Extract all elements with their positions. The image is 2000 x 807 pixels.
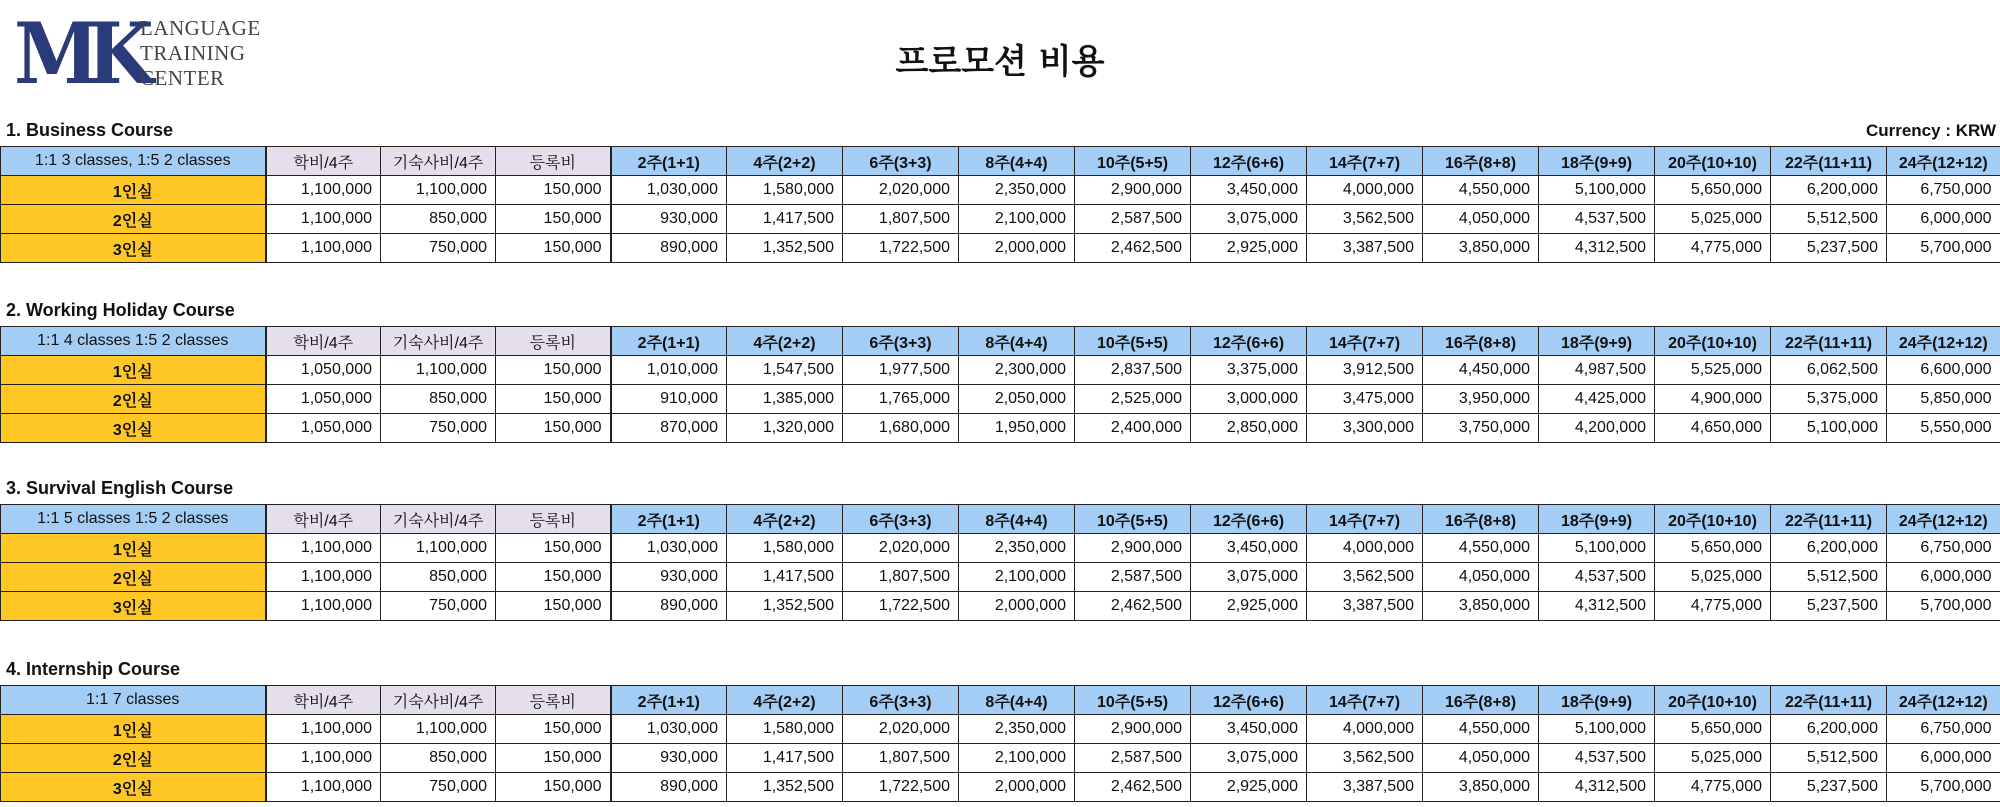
promo-price: 4,000,000 (1307, 176, 1423, 205)
promo-price: 5,650,000 (1655, 715, 1771, 744)
dorm-value: 850,000 (381, 385, 496, 414)
week-header: 12주(6+6) (1191, 147, 1307, 176)
week-header: 8주(4+4) (959, 686, 1075, 715)
registration-value: 150,000 (496, 744, 611, 773)
promo-price: 3,850,000 (1423, 234, 1539, 263)
week-header: 20주(10+10) (1655, 505, 1771, 534)
week-header: 18주(9+9) (1539, 505, 1655, 534)
week-header: 22주(11+11) (1771, 686, 1887, 715)
promo-price: 4,200,000 (1539, 414, 1655, 443)
promo-price: 1,417,500 (727, 205, 843, 234)
room-type: 3인실 (1, 414, 266, 443)
table-row (1, 356, 2000, 385)
promo-price: 4,050,000 (1423, 744, 1539, 773)
week-header: 16주(8+8) (1423, 327, 1539, 356)
week-header: 4주(2+2) (727, 327, 843, 356)
week-header: 2주(1+1) (611, 147, 727, 176)
promo-price: 4,312,500 (1539, 234, 1655, 263)
promo-price: 2,462,500 (1075, 773, 1191, 802)
tuition-value: 1,100,000 (266, 205, 381, 234)
promo-price: 1,580,000 (727, 176, 843, 205)
promo-price: 5,650,000 (1655, 176, 1771, 205)
promo-price: 3,750,000 (1423, 414, 1539, 443)
registration-value: 150,000 (496, 205, 611, 234)
promo-price: 2,050,000 (959, 385, 1075, 414)
promo-price: 5,025,000 (1655, 205, 1771, 234)
room-type: 3인실 (1, 592, 266, 621)
room-type: 2인실 (1, 563, 266, 592)
week-header: 16주(8+8) (1423, 686, 1539, 715)
promo-price: 1,807,500 (843, 744, 959, 773)
dorm-value: 750,000 (381, 234, 496, 263)
promo-price: 4,425,000 (1539, 385, 1655, 414)
promo-price: 1,385,000 (727, 385, 843, 414)
section-title: 1. Business Course (6, 120, 174, 140)
table-row (1, 563, 2000, 592)
price-table (0, 326, 2000, 443)
promo-price: 4,000,000 (1307, 534, 1423, 563)
tuition-value: 1,100,000 (266, 563, 381, 592)
promo-price: 890,000 (611, 592, 727, 621)
promo-price: 2,900,000 (1075, 715, 1191, 744)
promo-price: 2,837,500 (1075, 356, 1191, 385)
promo-price: 2,462,500 (1075, 592, 1191, 621)
week-header: 6주(3+3) (843, 327, 959, 356)
tuition-value: 1,050,000 (266, 414, 381, 443)
promo-price: 1,722,500 (843, 773, 959, 802)
week-header: 14주(7+7) (1307, 686, 1423, 715)
table-row (1, 385, 2000, 414)
promo-price: 2,400,000 (1075, 414, 1191, 443)
week-header: 20주(10+10) (1655, 147, 1771, 176)
week-header: 14주(7+7) (1307, 327, 1423, 356)
promo-price: 3,075,000 (1191, 744, 1307, 773)
promo-price: 5,850,000 (1887, 385, 2000, 414)
currency-label: Currency : KRW (1865, 121, 1996, 140)
week-header: 12주(6+6) (1191, 686, 1307, 715)
promo-price: 1,030,000 (611, 715, 727, 744)
promo-price: 890,000 (611, 773, 727, 802)
promo-price: 910,000 (611, 385, 727, 414)
promo-price: 1,547,500 (727, 356, 843, 385)
promo-price: 2,587,500 (1075, 563, 1191, 592)
promo-price: 3,300,000 (1307, 414, 1423, 443)
promo-price: 4,537,500 (1539, 563, 1655, 592)
fee-header: 등록비 (496, 686, 611, 715)
promo-price: 2,925,000 (1191, 234, 1307, 263)
tuition-value: 1,100,000 (266, 715, 381, 744)
tuition-value: 1,100,000 (266, 534, 381, 563)
promo-price: 2,525,000 (1075, 385, 1191, 414)
promo-price: 2,350,000 (959, 534, 1075, 563)
promo-price: 1,030,000 (611, 176, 727, 205)
promo-price: 930,000 (611, 744, 727, 773)
tuition-value: 1,100,000 (266, 234, 381, 263)
tuition-value: 1,100,000 (266, 773, 381, 802)
week-header: 18주(9+9) (1539, 686, 1655, 715)
promo-price: 1,030,000 (611, 534, 727, 563)
promo-price: 6,200,000 (1771, 176, 1887, 205)
promo-price: 5,237,500 (1771, 592, 1887, 621)
table-row (1, 715, 2000, 744)
dorm-value: 1,100,000 (381, 356, 496, 385)
week-header: 14주(7+7) (1307, 505, 1423, 534)
dorm-value: 850,000 (381, 744, 496, 773)
week-header: 24주(12+12) (1887, 327, 2000, 356)
promo-price: 5,700,000 (1887, 773, 2000, 802)
logo-line: LANGUAGE (140, 16, 261, 40)
section-title: 4. Internship Course (6, 659, 181, 679)
week-header: 6주(3+3) (843, 505, 959, 534)
week-header: 4주(2+2) (727, 505, 843, 534)
week-header: 10주(5+5) (1075, 686, 1191, 715)
room-type: 1인실 (1, 356, 266, 385)
header-row (1, 327, 2000, 356)
table-row (1, 744, 2000, 773)
promo-price: 2,100,000 (959, 205, 1075, 234)
week-header: 18주(9+9) (1539, 147, 1655, 176)
promo-price: 4,050,000 (1423, 205, 1539, 234)
promo-price: 3,850,000 (1423, 592, 1539, 621)
week-header: 24주(12+12) (1887, 686, 2000, 715)
promo-price: 5,550,000 (1887, 414, 2000, 443)
tuition-value: 1,100,000 (266, 592, 381, 621)
week-header: 2주(1+1) (611, 327, 727, 356)
promo-price: 6,200,000 (1771, 715, 1887, 744)
promo-price: 4,775,000 (1655, 773, 1771, 802)
registration-value: 150,000 (496, 592, 611, 621)
table-row (1, 773, 2000, 802)
fee-header: 기숙사비/4주 (381, 147, 496, 176)
dorm-value: 1,100,000 (381, 176, 496, 205)
promo-price: 5,025,000 (1655, 563, 1771, 592)
week-header: 16주(8+8) (1423, 147, 1539, 176)
dorm-value: 750,000 (381, 414, 496, 443)
fee-header: 학비/4주 (266, 327, 381, 356)
week-header: 10주(5+5) (1075, 327, 1191, 356)
promo-price: 2,100,000 (959, 744, 1075, 773)
class-schedule-label: 1:1 3 classes, 1:5 2 classes (1, 147, 266, 176)
fee-header: 등록비 (496, 147, 611, 176)
promo-price: 3,375,000 (1191, 356, 1307, 385)
promo-price: 5,100,000 (1771, 414, 1887, 443)
dorm-value: 850,000 (381, 563, 496, 592)
tuition-value: 1,050,000 (266, 356, 381, 385)
promo-price: 3,450,000 (1191, 176, 1307, 205)
fee-header: 기숙사비/4주 (381, 505, 496, 534)
promo-price: 6,062,500 (1771, 356, 1887, 385)
registration-value: 150,000 (496, 414, 611, 443)
promo-price: 2,000,000 (959, 773, 1075, 802)
week-header: 16주(8+8) (1423, 505, 1539, 534)
week-header: 4주(2+2) (727, 147, 843, 176)
promo-price: 2,000,000 (959, 592, 1075, 621)
promo-price: 4,537,500 (1539, 205, 1655, 234)
room-type: 3인실 (1, 234, 266, 263)
room-type: 3인실 (1, 773, 266, 802)
week-header: 22주(11+11) (1771, 147, 1887, 176)
promo-price: 1,320,000 (727, 414, 843, 443)
promo-price: 6,750,000 (1887, 534, 2000, 563)
room-type: 2인실 (1, 385, 266, 414)
promo-price: 4,050,000 (1423, 563, 1539, 592)
promo-price: 6,000,000 (1887, 744, 2000, 773)
header-row (1, 505, 2000, 534)
promo-price: 3,450,000 (1191, 534, 1307, 563)
dorm-value: 1,100,000 (381, 715, 496, 744)
fee-header: 등록비 (496, 505, 611, 534)
promo-price: 2,925,000 (1191, 773, 1307, 802)
promo-price: 3,075,000 (1191, 563, 1307, 592)
week-header: 2주(1+1) (611, 505, 727, 534)
promo-price: 3,475,000 (1307, 385, 1423, 414)
promo-price: 930,000 (611, 563, 727, 592)
promo-price: 4,775,000 (1655, 234, 1771, 263)
promo-price: 5,512,500 (1771, 205, 1887, 234)
promo-price: 2,900,000 (1075, 176, 1191, 205)
promo-price: 4,987,500 (1539, 356, 1655, 385)
week-header: 22주(11+11) (1771, 327, 1887, 356)
promo-price: 3,562,500 (1307, 563, 1423, 592)
promo-price: 2,100,000 (959, 563, 1075, 592)
promo-price: 4,900,000 (1655, 385, 1771, 414)
promo-price: 5,237,500 (1771, 234, 1887, 263)
table-row (1, 414, 2000, 443)
promo-price: 5,525,000 (1655, 356, 1771, 385)
logo-mark: MK (14, 4, 141, 103)
week-header: 8주(4+4) (959, 327, 1075, 356)
promo-price: 6,000,000 (1887, 205, 2000, 234)
promo-price: 1,807,500 (843, 205, 959, 234)
promo-price: 5,650,000 (1655, 534, 1771, 563)
promo-price: 2,020,000 (843, 176, 959, 205)
registration-value: 150,000 (496, 234, 611, 263)
promo-price: 1,352,500 (727, 234, 843, 263)
logo-line: TRAINING (140, 41, 246, 65)
promo-price: 2,020,000 (843, 534, 959, 563)
week-header: 12주(6+6) (1191, 327, 1307, 356)
week-header: 2주(1+1) (611, 686, 727, 715)
header-row (1, 147, 2000, 176)
week-header: 12주(6+6) (1191, 505, 1307, 534)
promo-price: 3,000,000 (1191, 385, 1307, 414)
promo-price: 5,512,500 (1771, 563, 1887, 592)
registration-value: 150,000 (496, 563, 611, 592)
promo-price: 3,075,000 (1191, 205, 1307, 234)
promo-price: 870,000 (611, 414, 727, 443)
promo-price: 2,300,000 (959, 356, 1075, 385)
week-header: 22주(11+11) (1771, 505, 1887, 534)
week-header: 6주(3+3) (843, 147, 959, 176)
page-title: 프로모션 비용 (895, 42, 1105, 82)
dorm-value: 1,100,000 (381, 534, 496, 563)
week-header: 14주(7+7) (1307, 147, 1423, 176)
promo-price: 1,722,500 (843, 234, 959, 263)
promo-price: 5,700,000 (1887, 592, 2000, 621)
header-row (1, 686, 2000, 715)
section-title: 3. Survival English Course (6, 478, 234, 498)
fee-header: 등록비 (496, 327, 611, 356)
promo-price: 1,680,000 (843, 414, 959, 443)
promo-price: 890,000 (611, 234, 727, 263)
promo-price: 1,352,500 (727, 592, 843, 621)
promo-price: 1,352,500 (727, 773, 843, 802)
week-header: 8주(4+4) (959, 505, 1075, 534)
promo-price: 5,100,000 (1539, 715, 1655, 744)
room-type: 2인실 (1, 205, 266, 234)
week-header: 20주(10+10) (1655, 327, 1771, 356)
table-row (1, 205, 2000, 234)
registration-value: 150,000 (496, 356, 611, 385)
promo-price: 1,722,500 (843, 592, 959, 621)
promo-price: 1,580,000 (727, 534, 843, 563)
promo-price: 2,350,000 (959, 176, 1075, 205)
tuition-value: 1,100,000 (266, 176, 381, 205)
registration-value: 150,000 (496, 176, 611, 205)
week-header: 8주(4+4) (959, 147, 1075, 176)
dorm-value: 850,000 (381, 205, 496, 234)
promo-price: 5,700,000 (1887, 234, 2000, 263)
promo-price: 5,100,000 (1539, 534, 1655, 563)
registration-value: 150,000 (496, 773, 611, 802)
table-row (1, 234, 2000, 263)
promo-price: 2,850,000 (1191, 414, 1307, 443)
price-table (0, 685, 2000, 802)
promo-price: 4,312,500 (1539, 592, 1655, 621)
dorm-value: 750,000 (381, 773, 496, 802)
room-type: 1인실 (1, 534, 266, 563)
room-type: 1인실 (1, 176, 266, 205)
week-header: 10주(5+5) (1075, 147, 1191, 176)
promo-price: 4,650,000 (1655, 414, 1771, 443)
dorm-value: 750,000 (381, 592, 496, 621)
promo-price: 6,750,000 (1887, 176, 2000, 205)
promo-price: 1,580,000 (727, 715, 843, 744)
promo-price: 1,417,500 (727, 563, 843, 592)
promo-price: 6,200,000 (1771, 534, 1887, 563)
promo-price: 3,950,000 (1423, 385, 1539, 414)
promo-price: 3,387,500 (1307, 234, 1423, 263)
promo-price: 3,850,000 (1423, 773, 1539, 802)
promo-price: 2,462,500 (1075, 234, 1191, 263)
promo-price: 3,387,500 (1307, 773, 1423, 802)
promo-price: 2,587,500 (1075, 205, 1191, 234)
promo-price: 6,750,000 (1887, 715, 2000, 744)
promo-price: 4,312,500 (1539, 773, 1655, 802)
promo-price: 1,417,500 (727, 744, 843, 773)
promo-price: 5,512,500 (1771, 744, 1887, 773)
price-table (0, 146, 2000, 263)
promo-price: 3,450,000 (1191, 715, 1307, 744)
promo-price: 5,375,000 (1771, 385, 1887, 414)
fee-header: 학비/4주 (266, 147, 381, 176)
promo-price: 6,600,000 (1887, 356, 2000, 385)
fee-header: 학비/4주 (266, 686, 381, 715)
promo-price: 1,010,000 (611, 356, 727, 385)
promo-price: 930,000 (611, 205, 727, 234)
promo-price: 5,025,000 (1655, 744, 1771, 773)
promo-price: 4,550,000 (1423, 534, 1539, 563)
registration-value: 150,000 (496, 534, 611, 563)
promo-price: 2,900,000 (1075, 534, 1191, 563)
promo-price: 2,925,000 (1191, 592, 1307, 621)
promo-price: 4,000,000 (1307, 715, 1423, 744)
promo-price: 4,550,000 (1423, 176, 1539, 205)
registration-value: 150,000 (496, 385, 611, 414)
fee-header: 기숙사비/4주 (381, 327, 496, 356)
week-header: 24주(12+12) (1887, 505, 2000, 534)
tuition-value: 1,100,000 (266, 744, 381, 773)
room-type: 1인실 (1, 715, 266, 744)
room-type: 2인실 (1, 744, 266, 773)
fee-header: 학비/4주 (266, 505, 381, 534)
promo-price: 3,562,500 (1307, 205, 1423, 234)
section-title: 2. Working Holiday Course (6, 300, 235, 320)
promo-price: 6,000,000 (1887, 563, 2000, 592)
promo-price: 4,550,000 (1423, 715, 1539, 744)
week-header: 6주(3+3) (843, 686, 959, 715)
promo-price: 1,765,000 (843, 385, 959, 414)
logo-line: CENTER (140, 66, 225, 90)
week-header: 18주(9+9) (1539, 327, 1655, 356)
class-schedule-label: 1:1 7 classes (1, 686, 266, 715)
promo-price: 4,775,000 (1655, 592, 1771, 621)
promo-price: 3,387,500 (1307, 592, 1423, 621)
week-header: 10주(5+5) (1075, 505, 1191, 534)
promo-price: 3,562,500 (1307, 744, 1423, 773)
week-header: 4주(2+2) (727, 686, 843, 715)
promo-price: 2,350,000 (959, 715, 1075, 744)
table-row (1, 534, 2000, 563)
class-schedule-label: 1:1 5 classes 1:5 2 classes (1, 505, 266, 534)
promo-price: 3,912,500 (1307, 356, 1423, 385)
week-header: 20주(10+10) (1655, 686, 1771, 715)
table-row (1, 176, 2000, 205)
table-row (1, 592, 2000, 621)
registration-value: 150,000 (496, 715, 611, 744)
promo-price: 1,807,500 (843, 563, 959, 592)
promo-price: 4,537,500 (1539, 744, 1655, 773)
class-schedule-label: 1:1 4 classes 1:5 2 classes (1, 327, 266, 356)
price-table (0, 504, 2000, 621)
promo-price: 2,020,000 (843, 715, 959, 744)
promo-price: 2,587,500 (1075, 744, 1191, 773)
promo-price: 1,977,500 (843, 356, 959, 385)
tuition-value: 1,050,000 (266, 385, 381, 414)
week-header: 24주(12+12) (1887, 147, 2000, 176)
fee-header: 기숙사비/4주 (381, 686, 496, 715)
promo-price: 5,237,500 (1771, 773, 1887, 802)
promo-price: 5,100,000 (1539, 176, 1655, 205)
promo-price: 2,000,000 (959, 234, 1075, 263)
promo-price: 4,450,000 (1423, 356, 1539, 385)
promo-price: 1,950,000 (959, 414, 1075, 443)
